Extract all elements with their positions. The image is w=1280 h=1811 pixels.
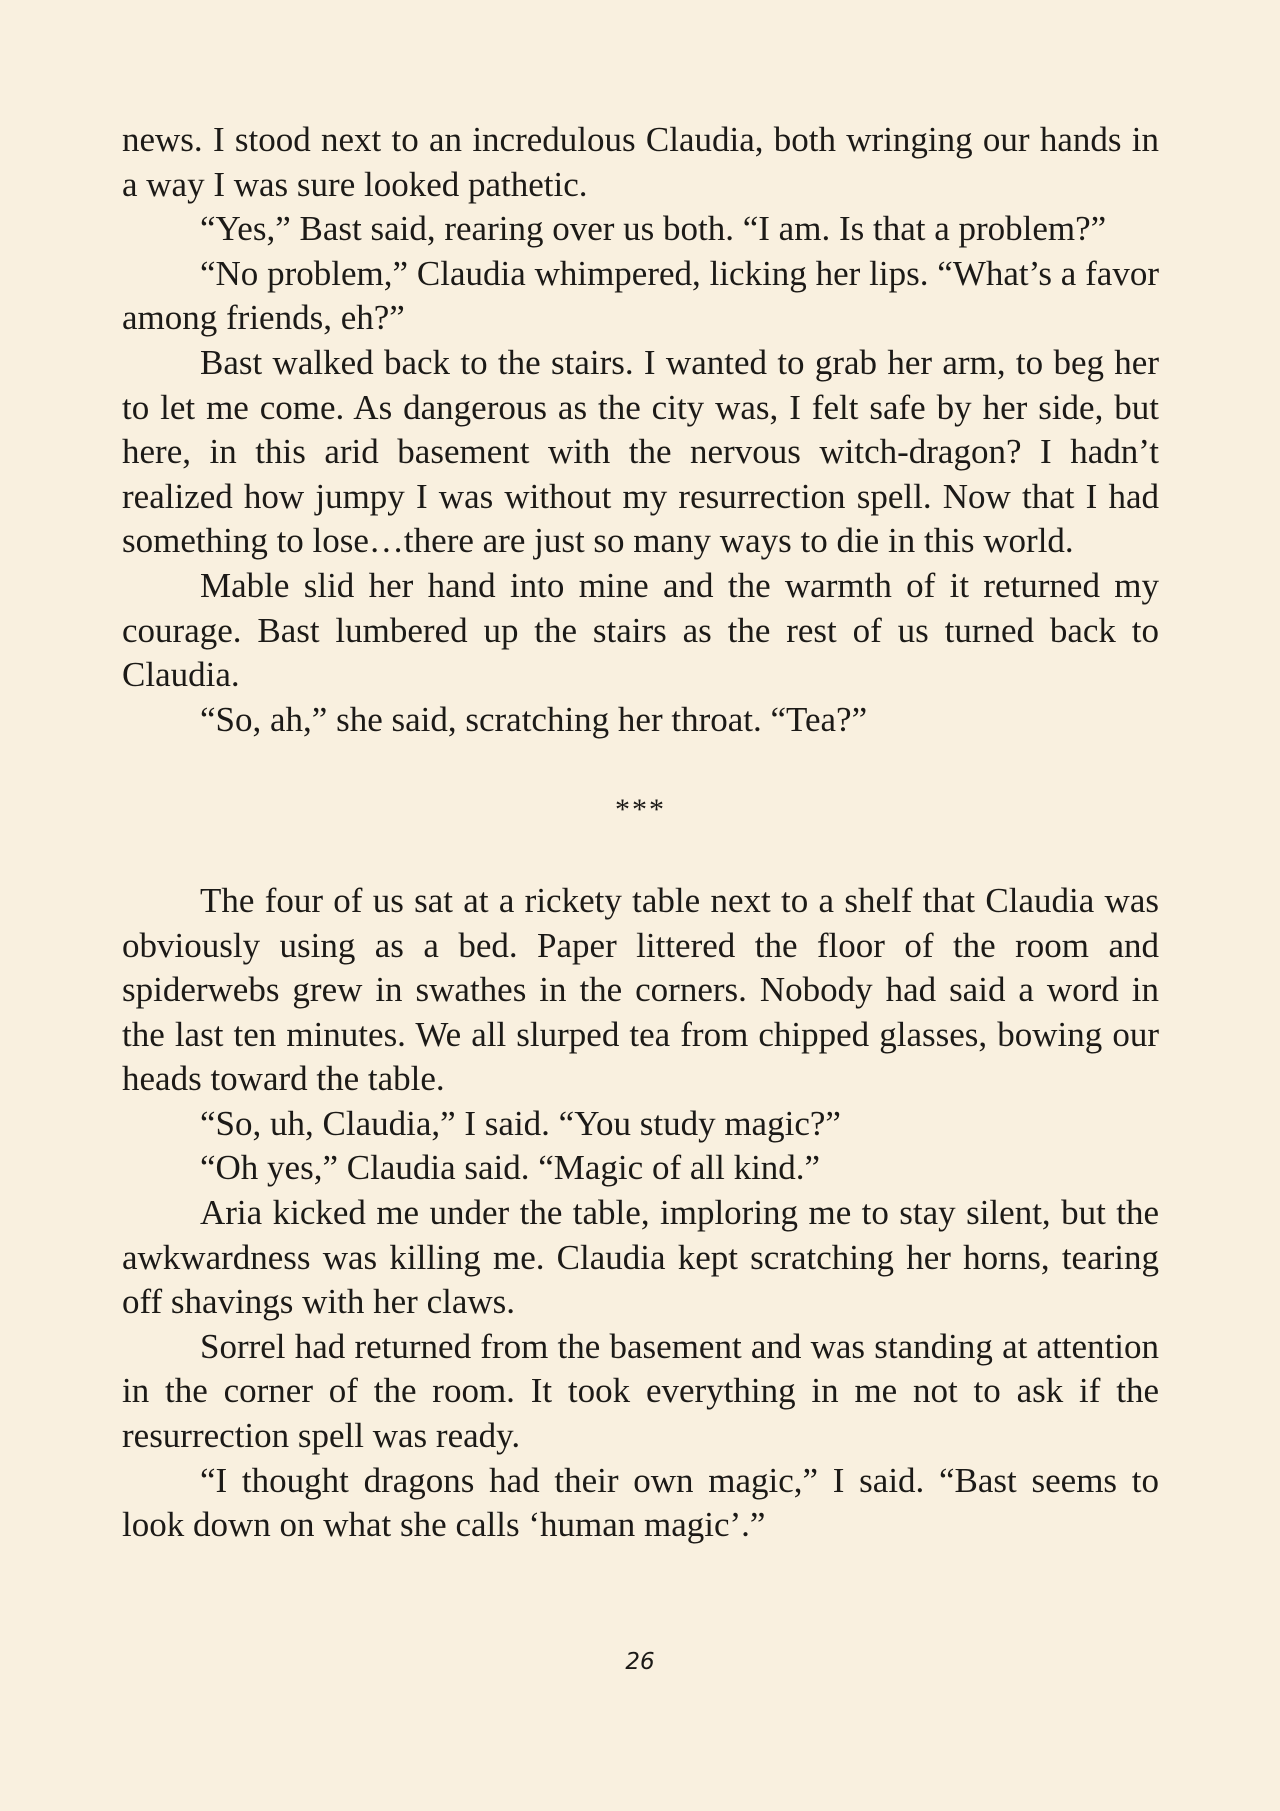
section-separator: *** [615, 793, 666, 827]
paragraph: Mable slid her hand into mine and the warmth of it returned my courage. Bast lumbered up the stairs as the rest of us turned back to Claudia. [122, 565, 1159, 695]
paragraph: Aria kicked me under the table, imploring me to stay silent, but the awkwardness was killing me. Claudia kept scratching her horns, tearing off shavings with her claws. [122, 1193, 1159, 1322]
paragraph: “So, uh, Claudia,” I said. “You study magic?” [200, 1103, 841, 1143]
paragraph: “Oh yes,” Claudia said. “Magic of all kind.” [200, 1148, 821, 1188]
paragraph: Sorrel had returned from the basement and was standing at attention in the corner of the room. It took everything in me not to ask if the resurrection spell was ready. [122, 1326, 1159, 1456]
page-number: 26 [625, 1649, 655, 1675]
paragraph: “So, ah,” she said, scratching her throat. “Tea?” [200, 699, 868, 739]
paragraph: “I thought dragons had their own magic,” I said. “Bast seems to look down on what she calls ‘human magic’.” [122, 1460, 1159, 1545]
page-body [122, 118, 1159, 1548]
paragraph: “Yes,” Bast said, rearing over us both. “I am. Is that a problem?” [200, 209, 1107, 249]
paragraph: Bast walked back to the stairs. I wanted to grab her arm, to beg her to let me come. As dangerous as the city was, I felt safe by her side, but here, in this arid basement with the nervous witch-dragon? I hadn’t realized how jumpy I was without my resurrection spell. Now that I had something to lose…there are just so many ways to die in this world. [122, 342, 1159, 561]
paragraph: The four of us sat at a rickety table next to a shelf that Claudia was obviously using as a bed. Paper littered the floor of the room and spiderwebs grew in swathes in the corners. Nobody had said a word in the last ten minutes. We all slurped tea from chipped glasses, bowing our heads toward the table. [122, 880, 1159, 1099]
paragraph: “No problem,” Claudia whimpered, licking her lips. “What’s a favor among friends, eh?” [122, 253, 1159, 338]
paragraph: news. I stood next to an incredulous Claudia, both wringing our hands in a way I was sure looked pathetic. [122, 120, 1159, 204]
